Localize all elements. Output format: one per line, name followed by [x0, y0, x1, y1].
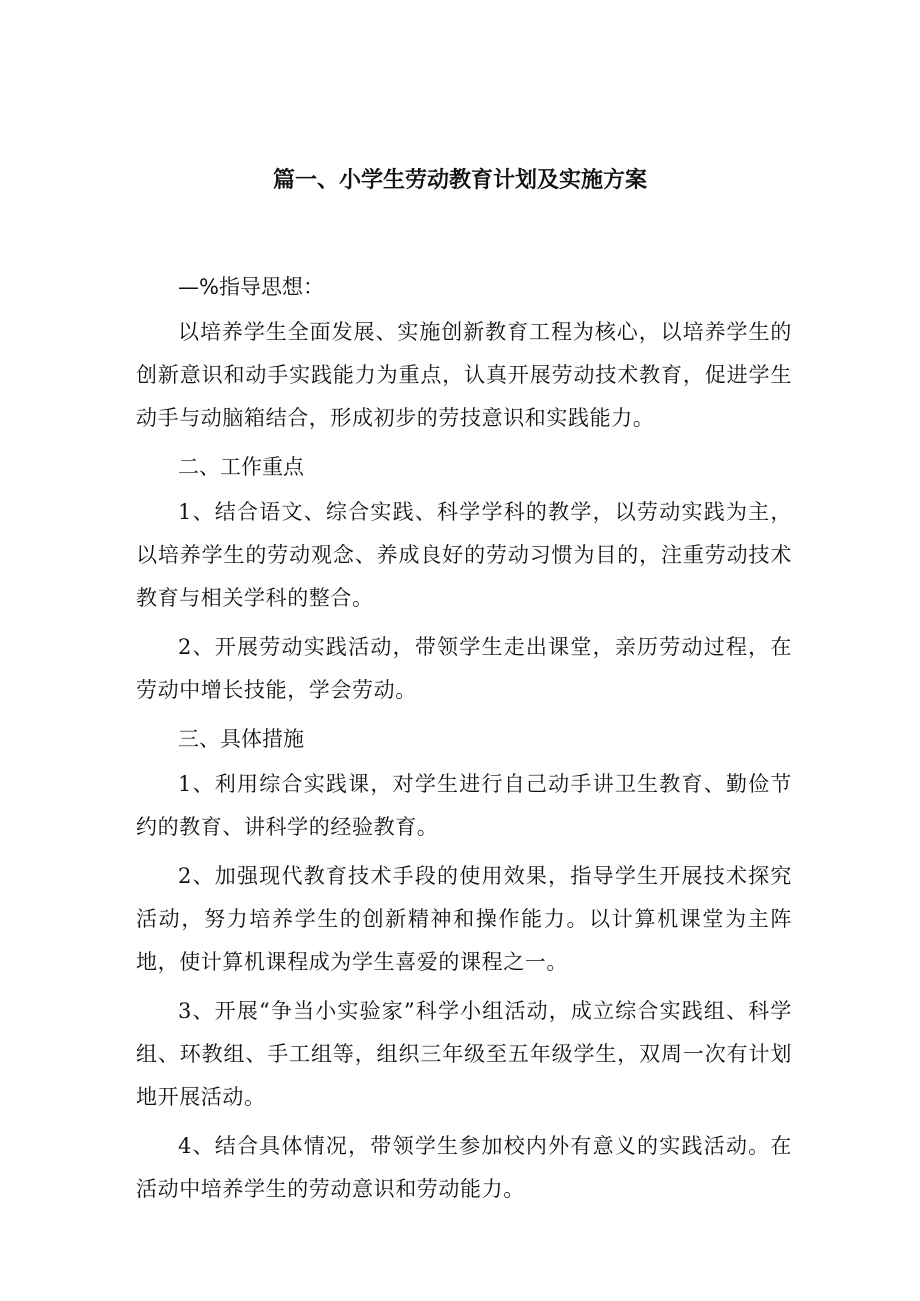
section-heading: —%指导思想： [178, 275, 324, 299]
section-work-focus [136, 446, 792, 712]
paragraph: 4、结合具体情况，带领学生参加校内外有意义的实践活动。在活动中培养学生的劳动意识和劳动能力。 [136, 1134, 792, 1201]
paragraph: 3、开展“争当小实验家”科学小组活动，成立综合实践组、科学组、环教组、手工组等，组织三年级至五年级学生，双周一次有计划地开展活动。 [136, 999, 792, 1109]
paragraph: 1、利用综合实践课，对学生进行自己动手讲卫生教育、勤俭节约的教育、讲科学的经验教育。 [136, 772, 792, 839]
section-specific-measures [136, 718, 792, 1211]
section-heading: 三、具体措施 [178, 727, 304, 751]
paragraph: 1、结合语文、综合实践、科学学科的教学，以劳动实践为主，以培养学生的劳动观念、养成良好的劳动习惯为目的，注重劳动技术教育与相关学科的整合。 [136, 500, 792, 610]
section-heading: 二、工作重点 [178, 455, 304, 479]
document-body [136, 266, 792, 1217]
paragraph: 2、开展劳动实践活动，带领学生走出课堂，亲历劳动过程，在劳动中增长技能，学会劳动。 [136, 635, 792, 702]
paragraph: 2、加强现代教育技术手段的使用效果，指导学生开展技术探究活动，努力培养学生的创新精神和操作能力。以计算机课堂为主阵地，使计算机课程成为学生喜爱的课程之一。 [136, 864, 792, 974]
paragraph: 以培养学生全面发展、实施创新教育工程为核心，以培养学生的创新意识和动手实践能力为重点，认真开展劳动技术教育，促进学生动手与动脑箱结合，形成初步的劳技意识和实践能力。 [136, 320, 792, 430]
document-title: 篇一、小学生劳动教育计划及实施方案 [272, 168, 647, 193]
section-guiding-thought [136, 266, 792, 440]
